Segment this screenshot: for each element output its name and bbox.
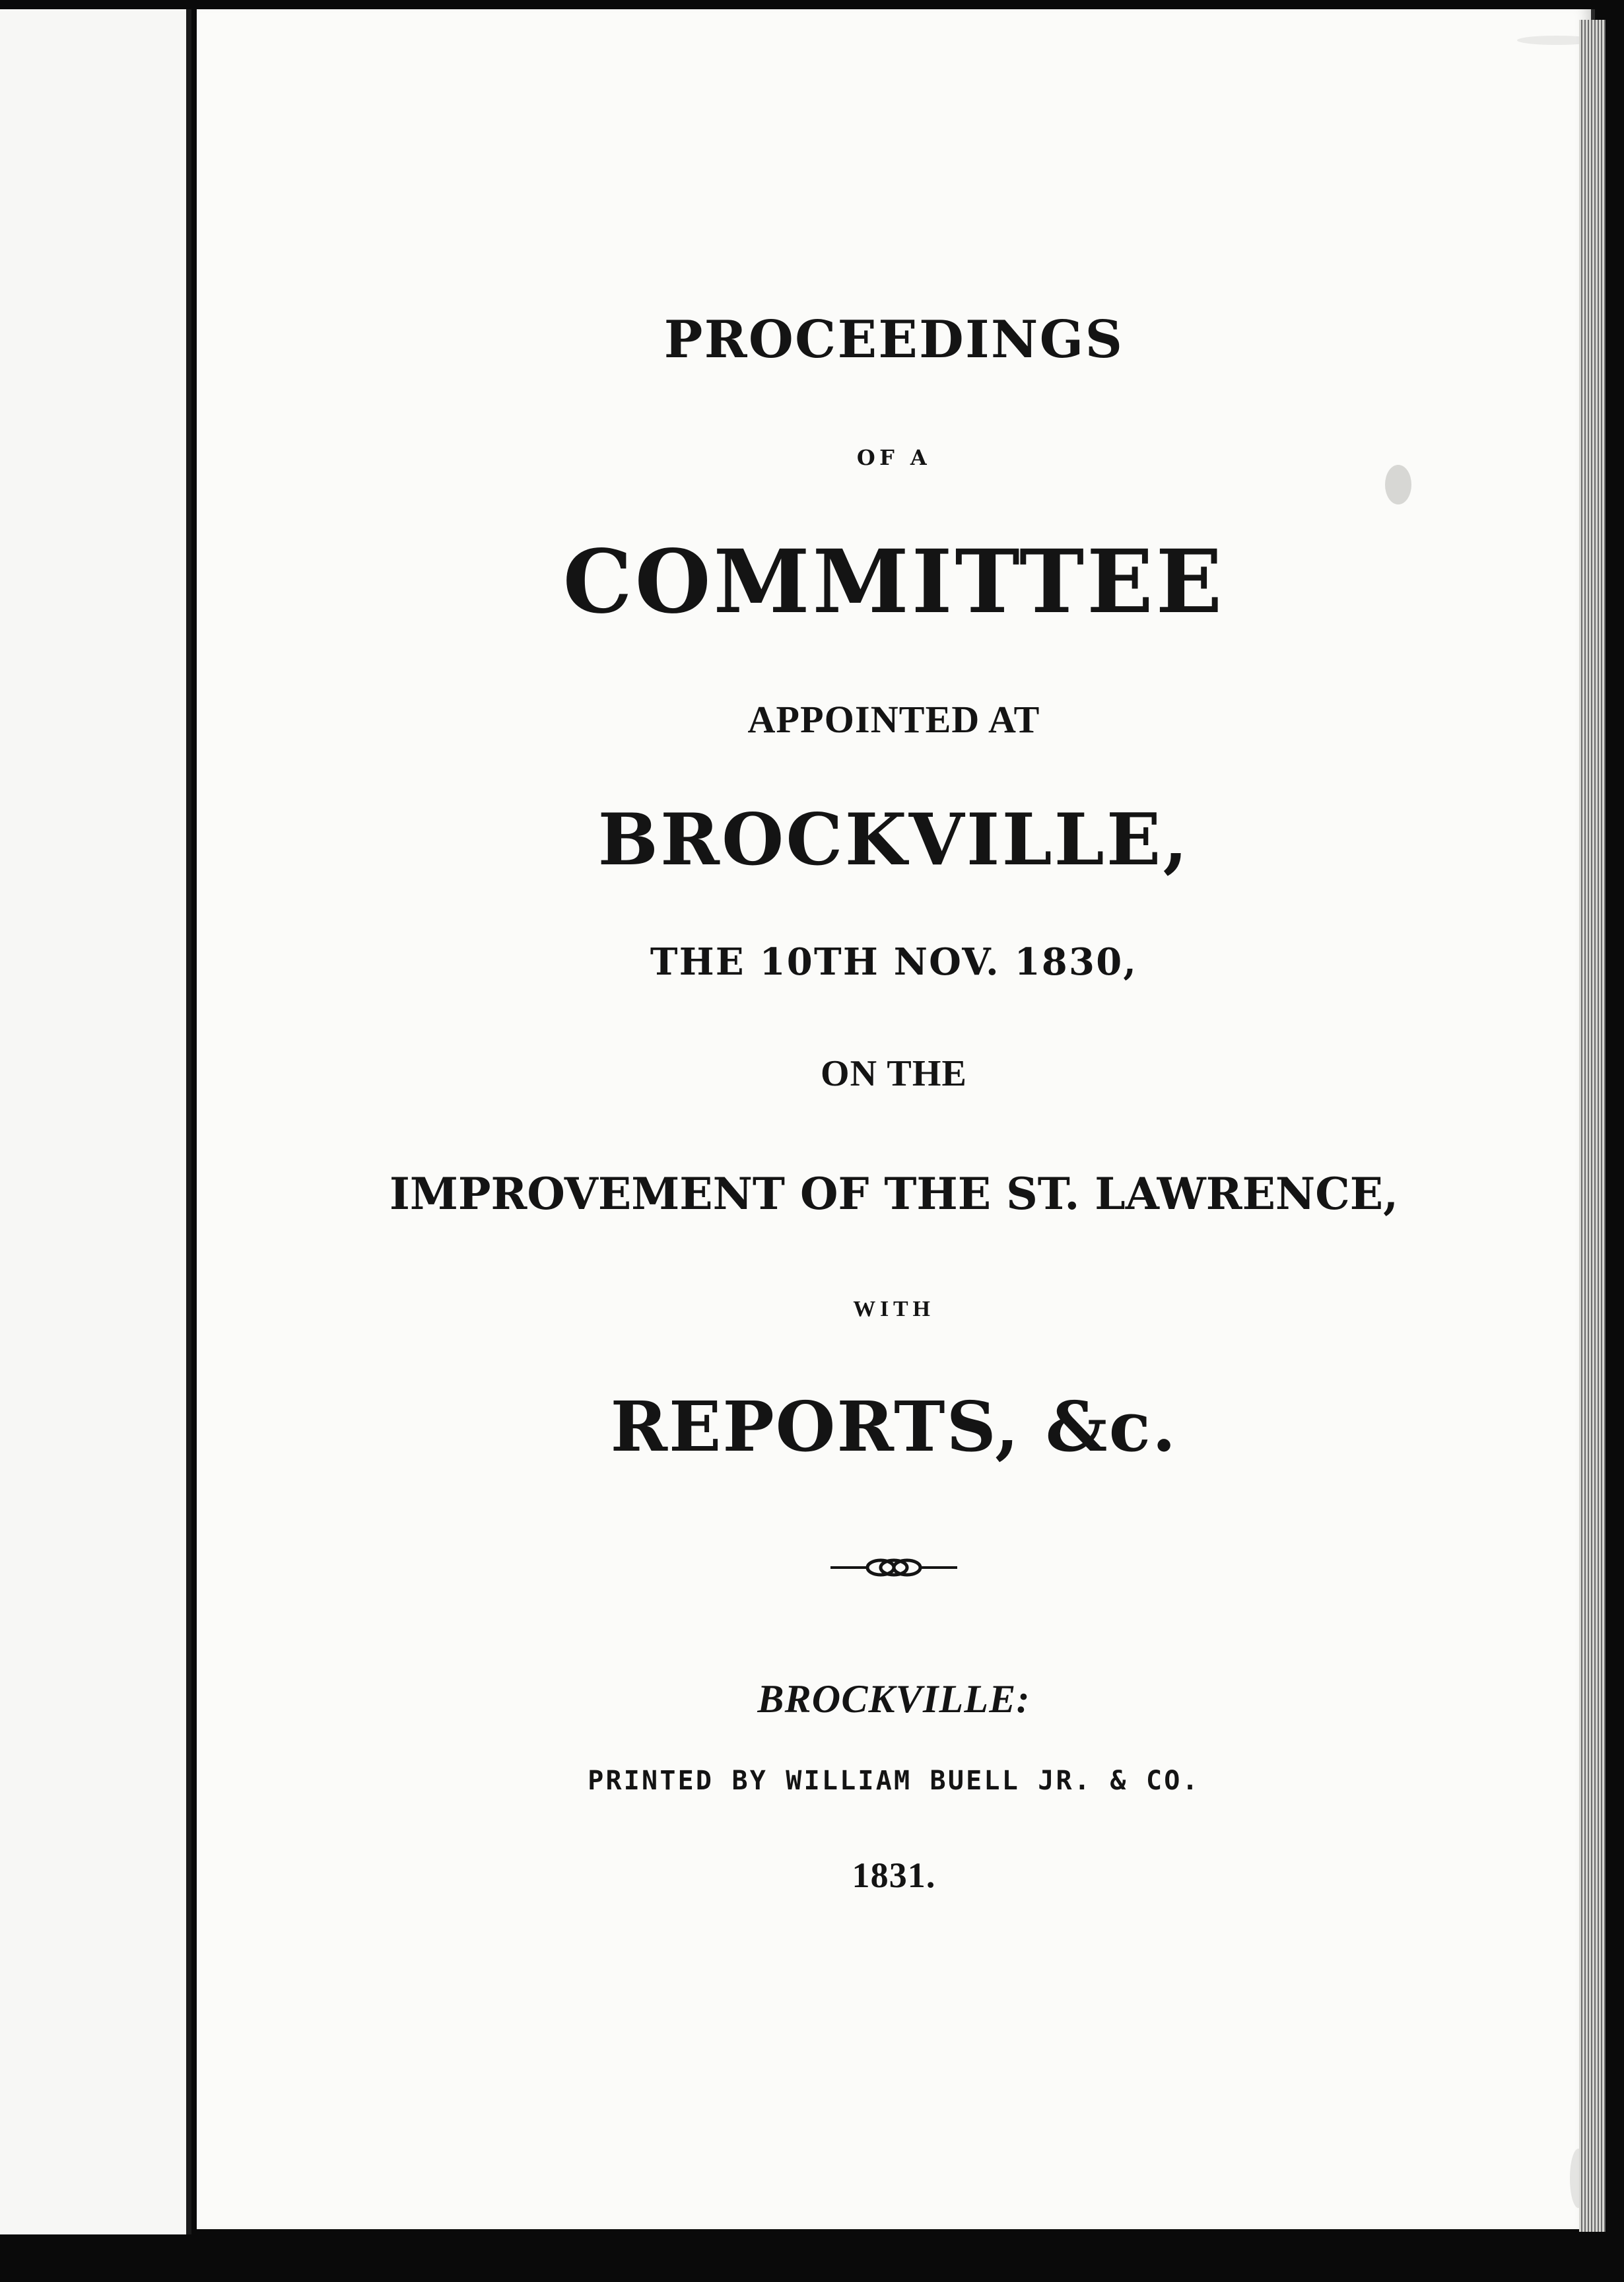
title-improvement: IMPROVEMENT OF THE ST. LAWRENCE, <box>389 1168 1399 1220</box>
imprint-year: 1831. <box>852 1855 936 1895</box>
title-on-the: ON THE <box>821 1053 967 1094</box>
title-reports: REPORTS, &c. <box>610 1386 1178 1467</box>
title-date: THE 10TH NOV. 1830, <box>650 940 1138 984</box>
imprint-printer: PRINTED BY WILLIAM BUELL JR. & CO. <box>588 1766 1200 1796</box>
page-edges <box>1579 20 1606 2232</box>
title-appointed-at: APPOINTED AT <box>747 698 1040 741</box>
paper-speck <box>1385 465 1411 504</box>
facing-page <box>0 9 191 2234</box>
knot-ornament-icon <box>197 1554 1591 1583</box>
title-proceedings: PROCEEDINGS <box>663 310 1124 370</box>
imprint-place: BROCKVILLE: <box>757 1677 1031 1721</box>
title-with: WITH <box>853 1297 935 1321</box>
title-brockville: BROCKVILLE, <box>597 798 1190 882</box>
title-page <box>197 9 1595 2229</box>
title-committee: COMMITTEE <box>562 531 1225 633</box>
title-of-a: OF A <box>856 445 931 470</box>
